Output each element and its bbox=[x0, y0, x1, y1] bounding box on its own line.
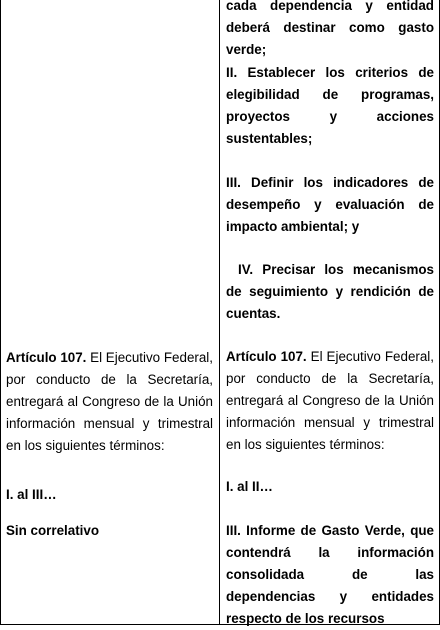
right-fraccion-iii: III. Definir los indicadores de desempeño y evaluación de impacto ambiental; y bbox=[226, 175, 434, 234]
left-article-107-label: Artículo 107. bbox=[6, 350, 87, 365]
left-fractions-i-iii: I. al III… bbox=[6, 487, 57, 502]
right-column bbox=[226, 0, 434, 624]
left-column bbox=[6, 0, 213, 624]
left-article-107 bbox=[6, 347, 213, 457]
right-fractions-i-ii: I. al II… bbox=[226, 479, 273, 494]
column-divider bbox=[219, 0, 220, 624]
right-fraccion-iv: IV. Precisar los mecanismos de seguimiento y rendición de cuentas. bbox=[226, 262, 434, 321]
right-continued-text: cada dependencia y entidad deberá destinar como gasto verde; bbox=[226, 0, 434, 57]
right-article-107 bbox=[226, 346, 434, 456]
right-fraccion-ii: II. Establecer los criterios de elegibilidad de programas, proyectos y acciones sustentables; bbox=[226, 65, 434, 146]
right-fraccion-iii-informe: III. Informe de Gasto Verde, que contendrá la información consolidada de las dependencias y entidades respecto de los recursos bbox=[226, 523, 434, 626]
left-article-107-text: El Ejecutivo Federal, por conducto de la Secretaría, entregará al Congreso de la Unión información mensual y trimestral en los siguientes términos: bbox=[6, 350, 214, 453]
left-sin-correlativo: Sin correlativo bbox=[6, 523, 100, 538]
right-article-107-label: Artículo 107. bbox=[226, 349, 307, 364]
right-article-107-text: El Ejecutivo Federal, por conducto de la Secretaría, entregará al Congreso de la Unión información mensual y trimestral en los siguientes términos: bbox=[226, 349, 435, 452]
